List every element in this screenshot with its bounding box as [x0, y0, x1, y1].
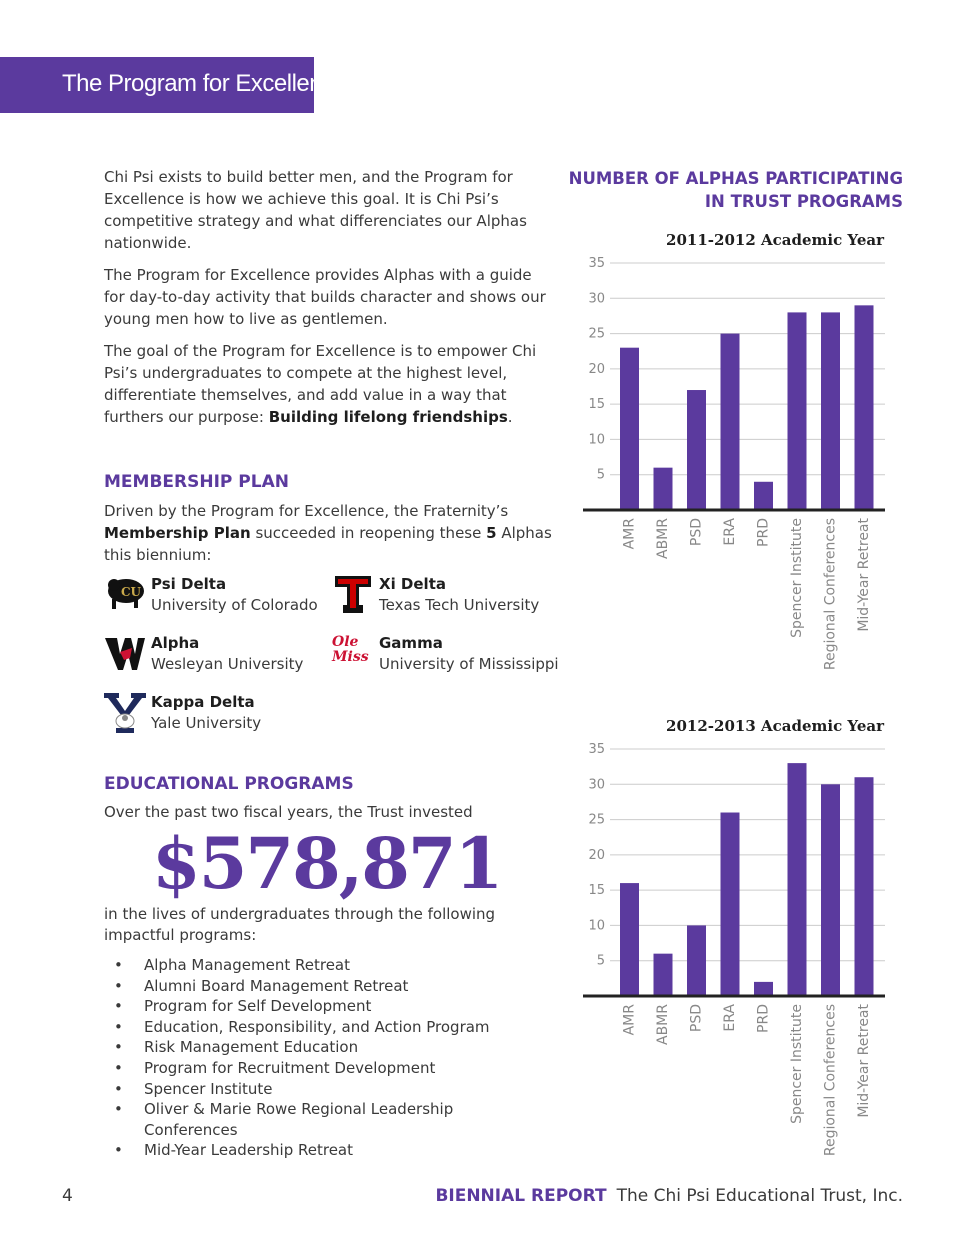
- charts-heading-line-2: IN TRUST PROGRAMS: [704, 192, 903, 211]
- report-label: BIENNIAL REPORT: [435, 1186, 607, 1206]
- y-tick-label: 25: [588, 812, 605, 828]
- membership-text-3: Alphas this biennium:: [104, 524, 552, 564]
- bar-prd: [754, 982, 773, 996]
- chapter-university: Texas Tech University: [379, 596, 540, 614]
- charts-heading-line-1: NUMBER OF ALPHAS PARTICIPATING: [568, 169, 903, 188]
- program-item: • Alpha Management Retreat: [110, 955, 530, 976]
- chapter-alpha: [104, 632, 334, 680]
- y-tick-label: 35: [588, 256, 605, 271]
- chapter-name: Kappa Delta: [151, 693, 255, 711]
- bar-era: [721, 813, 740, 996]
- chart-2012-2013: [570, 711, 900, 1171]
- program-item: • Risk Management Education: [110, 1037, 530, 1058]
- yale-logo: [104, 691, 146, 733]
- page-title: The Program for Excellence: [62, 70, 347, 97]
- y-tick-label: 30: [588, 291, 605, 307]
- chart-title: 2011-2012 Academic Year: [666, 231, 884, 249]
- intro-paragraph-2: The Program for Excellence provides Alphas with a guide for day-to-day activity that builds character and shows our young men how to live as gentlemen.: [104, 266, 546, 328]
- bar-spencer-institute: [788, 312, 807, 510]
- y-tick-label: 5: [596, 467, 605, 483]
- y-tick-label: 25: [588, 326, 605, 342]
- y-tick-label: 20: [588, 361, 605, 377]
- y-tick-label: 10: [588, 918, 605, 934]
- education-intro: Over the past two fiscal years, the Trust invested: [104, 803, 473, 821]
- x-tick-label: PRD: [755, 518, 772, 547]
- texas-tech-logo: [332, 573, 374, 615]
- membership-text-1: Driven by the Program for Excellence, the Fraternity’s: [104, 502, 509, 520]
- x-tick-label: Regional Conferences: [822, 1004, 839, 1157]
- alpha-count: 5: [486, 524, 497, 542]
- education-after: in the lives of undergraduates through the following impactful programs:: [104, 905, 496, 944]
- intro-paragraph-3: [104, 340, 554, 428]
- cu-buffalo-logo: [104, 573, 146, 615]
- reopened-chapters: [104, 573, 574, 743]
- program-item: • Oliver & Marie Rowe Regional Leadership Conferences: [110, 1099, 530, 1140]
- intro-paragraph-1: Chi Psi exists to build better men, and the Program for Excellence is how we achieve this goal. It is Chi Psi’s competitive strategy and what differenciates our Alphas nationwide.: [104, 168, 527, 252]
- x-tick-label: ABMR: [655, 1004, 671, 1045]
- chapter-gamma: [332, 632, 562, 680]
- chart-title: 2012-2013 Academic Year: [666, 717, 884, 735]
- organization-name: The Chi Psi Educational Trust, Inc.: [616, 1186, 903, 1206]
- membership-heading: MEMBERSHIP PLAN: [104, 472, 289, 492]
- bar-regional-conferences: [821, 784, 840, 996]
- bar-mid-year-retreat: [855, 305, 874, 510]
- x-tick-label: Spencer Institute: [789, 1004, 805, 1124]
- bar-era: [721, 334, 740, 510]
- bar-regional-conferences: [821, 312, 840, 510]
- x-tick-label: PRD: [755, 1004, 772, 1033]
- intro-p3-end: .: [507, 408, 513, 426]
- bar-spencer-institute: [788, 763, 807, 996]
- x-tick-label: ERA: [722, 518, 738, 546]
- charts-heading: [560, 167, 903, 213]
- program-item: • Mid-Year Leadership Retreat: [110, 1140, 530, 1161]
- page-number: 4: [62, 1186, 73, 1206]
- y-tick-label: 20: [588, 847, 605, 863]
- intro-p3-text: The goal of the Program for Excellence is to empower Chi Psi’s undergraduates to compete at the highest level, differentiate themselves, and add value in a way that furthers our purpose:: [104, 342, 537, 426]
- x-tick-label: PSD: [688, 518, 705, 547]
- program-list: [110, 955, 530, 1161]
- bar-mid-year-retreat: [855, 777, 874, 996]
- chart-2011-2012: [570, 225, 900, 685]
- program-item: • Alumni Board Management Retreat: [110, 976, 530, 997]
- y-tick-label: 15: [588, 883, 605, 899]
- x-tick-label: AMR: [621, 518, 638, 550]
- program-item: • Program for Self Development: [110, 996, 530, 1017]
- chapter-university: Yale University: [151, 714, 262, 732]
- chapter-name: Psi Delta: [151, 575, 227, 593]
- chapter-kappa-delta: [104, 691, 334, 739]
- x-tick-label: ABMR: [655, 518, 671, 559]
- membership-text: [104, 500, 554, 566]
- x-tick-label: Mid-Year Retreat: [856, 1004, 872, 1118]
- program-item: • Education, Responsibility, and Action Program: [110, 1017, 530, 1038]
- wesleyan-logo: [104, 632, 146, 674]
- chapter-name: Gamma: [379, 634, 443, 652]
- chapter-name: Xi Delta: [379, 575, 446, 593]
- y-tick-label: 15: [588, 397, 605, 413]
- x-tick-label: Mid-Year Retreat: [856, 518, 872, 632]
- chapter-xi-delta: [332, 573, 562, 621]
- chapter-university: Wesleyan University: [151, 655, 304, 673]
- program-item: • Program for Recruitment Development: [110, 1058, 530, 1079]
- y-tick-label: 10: [588, 432, 605, 448]
- purpose-bold: Building lifelong friendships: [268, 408, 508, 426]
- chapter-university: University of Colorado: [151, 596, 318, 614]
- y-tick-label: 35: [588, 742, 605, 757]
- x-tick-label: Spencer Institute: [789, 518, 805, 638]
- bar-amr: [620, 348, 639, 510]
- x-tick-label: PSD: [688, 1004, 705, 1033]
- y-tick-label: 30: [588, 777, 605, 793]
- bar-abmr: [654, 468, 673, 510]
- chapter-psi-delta: [104, 573, 334, 621]
- invested-amount: $578,871: [152, 822, 502, 905]
- x-tick-label: Regional Conferences: [822, 518, 839, 671]
- chapter-university: University of Mississippi: [379, 655, 559, 673]
- svg-text:CU: CU: [121, 585, 142, 599]
- intro-section: [104, 166, 554, 576]
- y-tick-label: 5: [596, 953, 605, 969]
- bar-psd: [687, 925, 706, 996]
- membership-plan-bold: Membership Plan: [104, 524, 251, 542]
- x-tick-label: ERA: [722, 1004, 738, 1032]
- footer-text: [435, 1186, 903, 1206]
- ole-miss-logo: [332, 632, 374, 677]
- x-tick-label: AMR: [621, 1004, 638, 1036]
- bar-prd: [754, 482, 773, 510]
- bar-psd: [687, 390, 706, 510]
- membership-text-2: succeeded in reopening these: [250, 524, 487, 542]
- ole-miss-logo-text: Ole Miss: [332, 634, 369, 665]
- education-heading: EDUCATIONAL PROGRAMS: [104, 774, 354, 794]
- bar-amr: [620, 883, 639, 996]
- bar-abmr: [654, 954, 673, 996]
- chapter-name: Alpha: [151, 634, 200, 652]
- program-item: • Spencer Institute: [110, 1079, 530, 1100]
